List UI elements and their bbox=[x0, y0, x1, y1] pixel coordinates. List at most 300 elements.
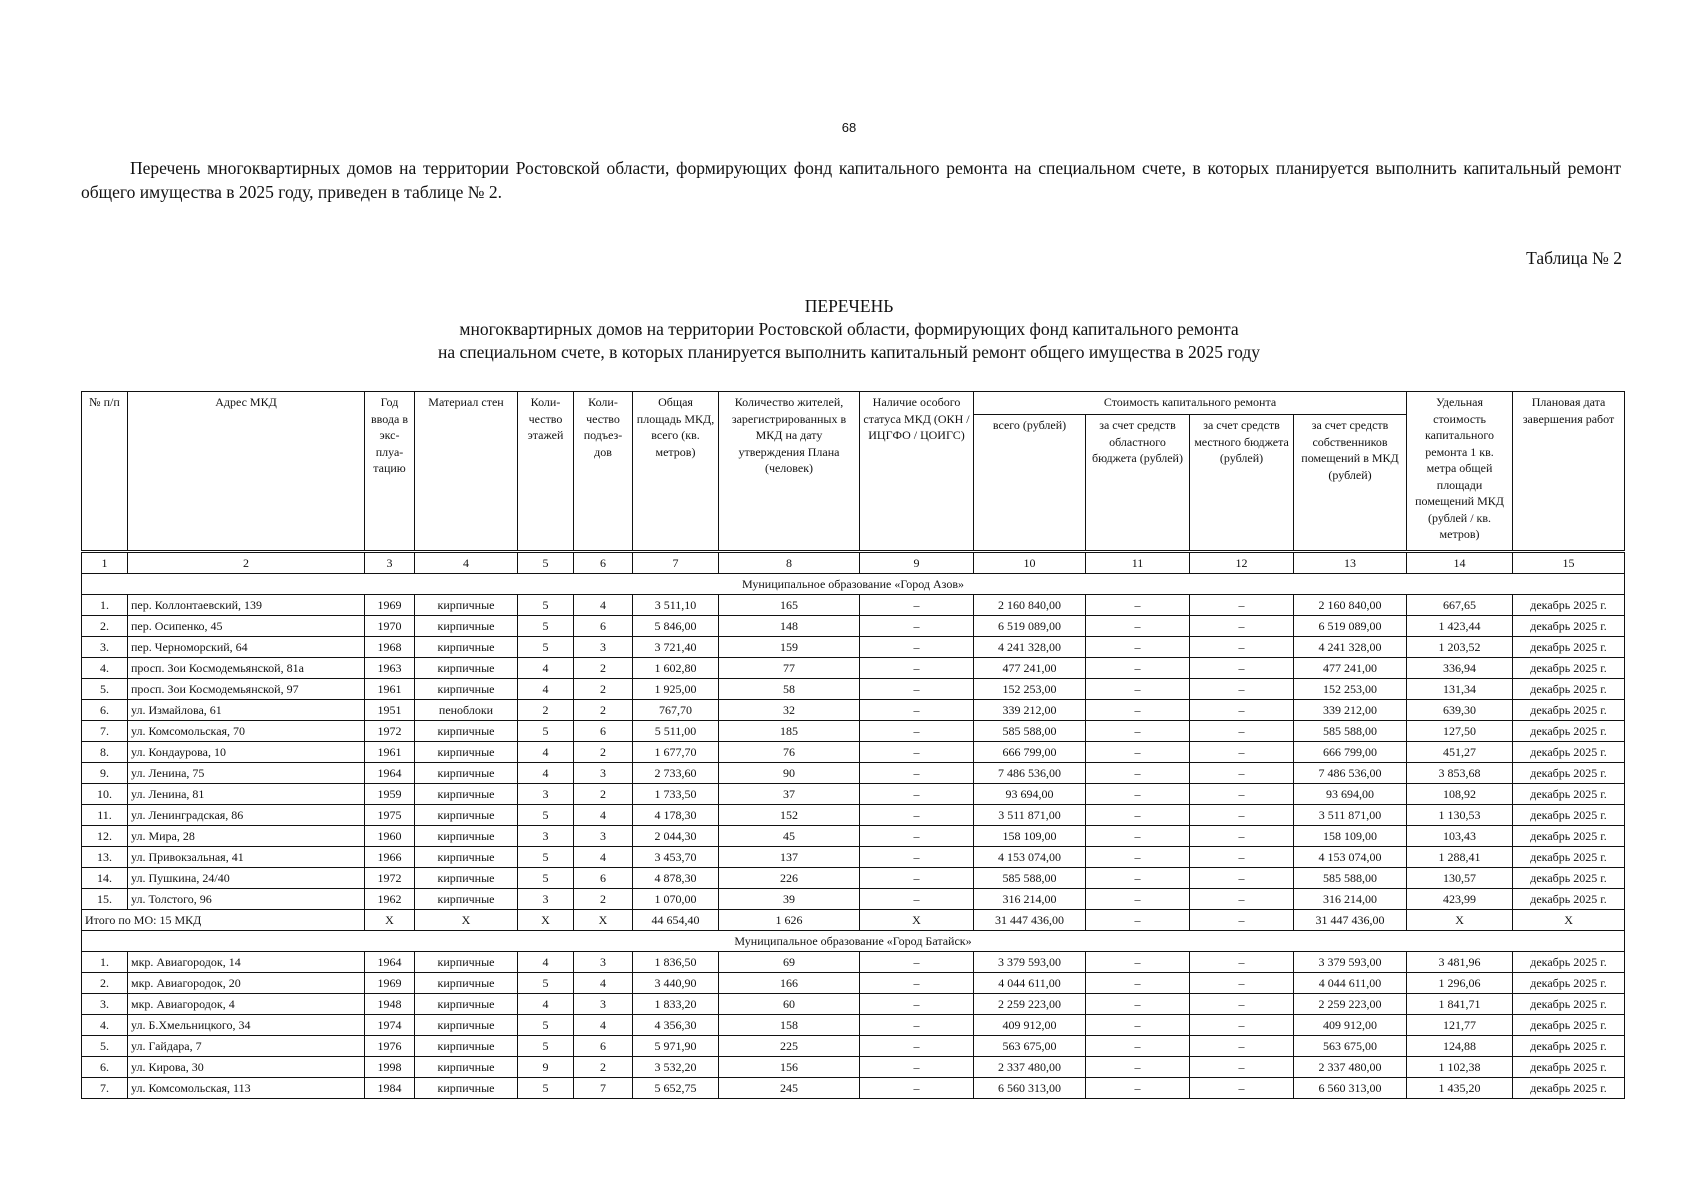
table-cell: 5. bbox=[82, 1036, 128, 1057]
table-cell: 585 588,00 bbox=[1294, 721, 1407, 742]
total-cell: – bbox=[1190, 910, 1294, 931]
table-cell: просп. Зои Космодемьянской, 81а bbox=[128, 658, 365, 679]
table-cell: – bbox=[1086, 1015, 1190, 1036]
table-cell: – bbox=[1086, 889, 1190, 910]
section-title: Муниципальное образование «Город Батайск» bbox=[82, 931, 1625, 952]
table-label: Таблица № 2 bbox=[1526, 248, 1622, 268]
table-cell: декабрь 2025 г. bbox=[1513, 742, 1625, 763]
table-row bbox=[82, 616, 1625, 637]
table-cell: 1966 bbox=[365, 847, 415, 868]
table-cell: – bbox=[1190, 742, 1294, 763]
table-cell: 4 bbox=[518, 742, 574, 763]
table-cell: 3 379 593,00 bbox=[1294, 952, 1407, 973]
table-cell: мкр. Авиагородок, 4 bbox=[128, 994, 365, 1015]
table-cell: 1951 bbox=[365, 700, 415, 721]
table-cell: – bbox=[1086, 721, 1190, 742]
column-number-cell: 12 bbox=[1190, 552, 1294, 574]
table-cell: 1960 bbox=[365, 826, 415, 847]
table-cell: 5 bbox=[518, 868, 574, 889]
table-cell: 3 379 593,00 bbox=[974, 952, 1086, 973]
table-cell: 1970 bbox=[365, 616, 415, 637]
table-cell: – bbox=[1086, 742, 1190, 763]
column-number-cell: 5 bbox=[518, 552, 574, 574]
column-number-cell: 11 bbox=[1086, 552, 1190, 574]
header-floors: Коли-чество этажей bbox=[518, 392, 574, 552]
table-cell: – bbox=[1190, 763, 1294, 784]
table-cell: – bbox=[1190, 805, 1294, 826]
table-cell: 2 bbox=[574, 1057, 633, 1078]
table-cell: – bbox=[1086, 868, 1190, 889]
header-unit-cost: Удельная стоимость капитального ремонта 1 кв. метра общей площади помещений МКД (рублей / кв. метров) bbox=[1407, 392, 1513, 552]
table-cell: 6. bbox=[82, 700, 128, 721]
header-year: Год ввода в экс-плуа-тацию bbox=[365, 392, 415, 552]
table-cell: кирпичные bbox=[415, 742, 518, 763]
table-cell: кирпичные bbox=[415, 1036, 518, 1057]
table-cell: 3 440,90 bbox=[633, 973, 719, 994]
table-cell: – bbox=[1190, 721, 1294, 742]
table-cell: кирпичные bbox=[415, 595, 518, 616]
header-entrances: Коли-чество подъез-дов bbox=[574, 392, 633, 552]
table-cell: – bbox=[1190, 1036, 1294, 1057]
table-cell: 2 337 480,00 bbox=[1294, 1057, 1407, 1078]
table-cell: кирпичные bbox=[415, 658, 518, 679]
table-cell: 409 912,00 bbox=[1294, 1015, 1407, 1036]
table-cell: 451,27 bbox=[1407, 742, 1513, 763]
table-cell: – bbox=[1086, 1036, 1190, 1057]
total-cell: 1 626 bbox=[719, 910, 860, 931]
total-cell: X bbox=[860, 910, 974, 931]
table-cell: 6 560 313,00 bbox=[974, 1078, 1086, 1099]
table-cell: 2 bbox=[574, 700, 633, 721]
table-cell: кирпичные bbox=[415, 721, 518, 742]
header-material: Материал стен bbox=[415, 392, 518, 552]
table-row bbox=[82, 952, 1625, 973]
total-cell: 44 654,40 bbox=[633, 910, 719, 931]
table-cell: – bbox=[1190, 952, 1294, 973]
column-number-row bbox=[82, 552, 1625, 574]
table-cell: – bbox=[1190, 973, 1294, 994]
table-row bbox=[82, 889, 1625, 910]
table-cell: – bbox=[860, 763, 974, 784]
table-cell: – bbox=[860, 847, 974, 868]
table-cell: – bbox=[1086, 763, 1190, 784]
table-cell: 7. bbox=[82, 721, 128, 742]
table-cell: 4 178,30 bbox=[633, 805, 719, 826]
table-cell: 152 253,00 bbox=[1294, 679, 1407, 700]
table-cell: ул. Кирова, 30 bbox=[128, 1057, 365, 1078]
table-cell: 1976 bbox=[365, 1036, 415, 1057]
table-cell: декабрь 2025 г. bbox=[1513, 784, 1625, 805]
table-cell: мкр. Авиагородок, 20 bbox=[128, 973, 365, 994]
table-row bbox=[82, 847, 1625, 868]
table-cell: 3 853,68 bbox=[1407, 763, 1513, 784]
header-residents: Количество жителей, зарегистрированных в МКД на дату утверждения Плана (человек) bbox=[719, 392, 860, 552]
header-date: Плановая дата завершения работ bbox=[1513, 392, 1625, 552]
table-cell: кирпичные bbox=[415, 637, 518, 658]
table-cell: – bbox=[1190, 658, 1294, 679]
table-cell: – bbox=[1086, 784, 1190, 805]
table-cell: 7 486 536,00 bbox=[974, 763, 1086, 784]
total-cell: X bbox=[415, 910, 518, 931]
table-cell: 131,34 bbox=[1407, 679, 1513, 700]
table-cell: 137 bbox=[719, 847, 860, 868]
table-cell: 1 130,53 bbox=[1407, 805, 1513, 826]
table-cell: 1 836,50 bbox=[633, 952, 719, 973]
table-cell: – bbox=[860, 637, 974, 658]
section-header-row bbox=[82, 931, 1625, 952]
table-cell: просп. Зои Космодемьянской, 97 bbox=[128, 679, 365, 700]
table-cell: 130,57 bbox=[1407, 868, 1513, 889]
total-cell: – bbox=[1086, 910, 1190, 931]
table-cell: 5 bbox=[518, 721, 574, 742]
table-cell: 4 bbox=[574, 595, 633, 616]
table-cell: 7 486 536,00 bbox=[1294, 763, 1407, 784]
table-body bbox=[82, 552, 1625, 1099]
table-cell: 5 511,00 bbox=[633, 721, 719, 742]
table-cell: 2 bbox=[574, 658, 633, 679]
table-cell: 477 241,00 bbox=[1294, 658, 1407, 679]
table-cell: – bbox=[1190, 1078, 1294, 1099]
table-cell: 3 511,10 bbox=[633, 595, 719, 616]
table-row bbox=[82, 1057, 1625, 1078]
table-cell: 245 bbox=[719, 1078, 860, 1099]
table-cell: 2 bbox=[574, 784, 633, 805]
table-cell: 108,92 bbox=[1407, 784, 1513, 805]
column-number-cell: 7 bbox=[633, 552, 719, 574]
table-cell: кирпичные bbox=[415, 763, 518, 784]
table-cell: 1972 bbox=[365, 868, 415, 889]
table-cell: декабрь 2025 г. bbox=[1513, 994, 1625, 1015]
table-cell: 1975 bbox=[365, 805, 415, 826]
total-row bbox=[82, 910, 1625, 931]
table-cell: 1969 bbox=[365, 595, 415, 616]
header-address: Адрес МКД bbox=[128, 392, 365, 552]
table-cell: – bbox=[1086, 805, 1190, 826]
table-cell: – bbox=[1190, 889, 1294, 910]
table-cell: 9 bbox=[518, 1057, 574, 1078]
column-number-cell: 8 bbox=[719, 552, 860, 574]
table-cell: – bbox=[1086, 700, 1190, 721]
table-row bbox=[82, 784, 1625, 805]
table-cell: 124,88 bbox=[1407, 1036, 1513, 1057]
table-row bbox=[82, 763, 1625, 784]
table-cell: 2 bbox=[518, 700, 574, 721]
table-cell: 5 bbox=[518, 973, 574, 994]
table-cell: 5 bbox=[518, 616, 574, 637]
table-cell: 339 212,00 bbox=[974, 700, 1086, 721]
table-cell: 76 bbox=[719, 742, 860, 763]
header-cost-regional: за счет средств областного бюджета (рублей) bbox=[1086, 415, 1190, 552]
table-cell: 158 bbox=[719, 1015, 860, 1036]
table-cell: – bbox=[860, 1078, 974, 1099]
table-cell: 585 588,00 bbox=[974, 868, 1086, 889]
table-cell: ул. Привокзальная, 41 bbox=[128, 847, 365, 868]
table-cell: 666 799,00 bbox=[974, 742, 1086, 763]
table-cell: 1964 bbox=[365, 952, 415, 973]
table-cell: декабрь 2025 г. bbox=[1513, 700, 1625, 721]
table-row bbox=[82, 805, 1625, 826]
table-cell: – bbox=[1086, 847, 1190, 868]
table-cell: 1 925,00 bbox=[633, 679, 719, 700]
table-cell: ул. Мира, 28 bbox=[128, 826, 365, 847]
table-cell: 5 bbox=[518, 637, 574, 658]
table-cell: кирпичные bbox=[415, 616, 518, 637]
table-cell: декабрь 2025 г. bbox=[1513, 658, 1625, 679]
table-cell: – bbox=[1190, 637, 1294, 658]
table-cell: ул. Б.Хмельницкого, 34 bbox=[128, 1015, 365, 1036]
table-cell: 1. bbox=[82, 952, 128, 973]
table-cell: декабрь 2025 г. bbox=[1513, 595, 1625, 616]
table-row bbox=[82, 1015, 1625, 1036]
table-row bbox=[82, 1078, 1625, 1099]
table-cell: – bbox=[1190, 1015, 1294, 1036]
table-cell: 1963 bbox=[365, 658, 415, 679]
table-cell: пеноблоки bbox=[415, 700, 518, 721]
table-cell: 5. bbox=[82, 679, 128, 700]
table-cell: 9. bbox=[82, 763, 128, 784]
table-cell: – bbox=[1086, 1057, 1190, 1078]
title-line-3: на специальном счете, в которых планируется выполнить капитальный ремонт общего имущества в 2025 году bbox=[437, 342, 1261, 362]
table-cell: ул. Кондаурова, 10 bbox=[128, 742, 365, 763]
table-cell: 152 bbox=[719, 805, 860, 826]
housing-register-table bbox=[81, 391, 1625, 1099]
column-number-cell: 1 bbox=[82, 552, 128, 574]
table-row bbox=[82, 679, 1625, 700]
table-cell: декабрь 2025 г. bbox=[1513, 868, 1625, 889]
table-cell: 4 bbox=[518, 679, 574, 700]
table-cell: кирпичные bbox=[415, 784, 518, 805]
table-cell: 1 288,41 bbox=[1407, 847, 1513, 868]
table-cell: мкр. Авиагородок, 14 bbox=[128, 952, 365, 973]
table-cell: декабрь 2025 г. bbox=[1513, 805, 1625, 826]
table-cell: 5 bbox=[518, 1036, 574, 1057]
table-cell: 156 bbox=[719, 1057, 860, 1078]
table-cell: 639,30 bbox=[1407, 700, 1513, 721]
table-cell: 5 652,75 bbox=[633, 1078, 719, 1099]
table-cell: кирпичные bbox=[415, 679, 518, 700]
table-row bbox=[82, 994, 1625, 1015]
table-cell: 5 846,00 bbox=[633, 616, 719, 637]
table-cell: кирпичные bbox=[415, 994, 518, 1015]
total-cell: X bbox=[365, 910, 415, 931]
table-cell: 3 bbox=[574, 826, 633, 847]
table-cell: 165 bbox=[719, 595, 860, 616]
table-cell: декабрь 2025 г. bbox=[1513, 1057, 1625, 1078]
table-cell: – bbox=[860, 1057, 974, 1078]
table-cell: – bbox=[1086, 595, 1190, 616]
header-row bbox=[82, 392, 1625, 415]
table-cell: 4 356,30 bbox=[633, 1015, 719, 1036]
table-cell: 1 102,38 bbox=[1407, 1057, 1513, 1078]
table-cell: 5 bbox=[518, 1015, 574, 1036]
table-cell: 563 675,00 bbox=[974, 1036, 1086, 1057]
table-cell: – bbox=[1086, 994, 1190, 1015]
title-line-2: многоквартирных домов на территории Ростовской области, формирующих фонд капитального ремонта bbox=[459, 319, 1239, 339]
table-cell: 336,94 bbox=[1407, 658, 1513, 679]
header-num: № п/п bbox=[82, 392, 128, 552]
table-cell: 2 bbox=[574, 679, 633, 700]
table-cell: 5 bbox=[518, 595, 574, 616]
table-cell: 58 bbox=[719, 679, 860, 700]
table-cell: декабрь 2025 г. bbox=[1513, 616, 1625, 637]
table-cell: 1 733,50 bbox=[633, 784, 719, 805]
table-cell: 2. bbox=[82, 616, 128, 637]
table-cell: 2 044,30 bbox=[633, 826, 719, 847]
table-cell: 10. bbox=[82, 784, 128, 805]
header-cost-total: всего (рублей) bbox=[974, 415, 1086, 552]
table-cell: 1 296,06 bbox=[1407, 973, 1513, 994]
table-cell: 1968 bbox=[365, 637, 415, 658]
table-cell: – bbox=[1190, 784, 1294, 805]
header-area: Общая площадь МКД, всего (кв. метров) bbox=[633, 392, 719, 552]
table-cell: 3 453,70 bbox=[633, 847, 719, 868]
table-cell: 90 bbox=[719, 763, 860, 784]
table-row bbox=[82, 826, 1625, 847]
table-cell: 1972 bbox=[365, 721, 415, 742]
table-cell: 4 bbox=[518, 952, 574, 973]
table-cell: 166 bbox=[719, 973, 860, 994]
table-cell: – bbox=[1086, 679, 1190, 700]
table-cell: – bbox=[860, 616, 974, 637]
table-cell: декабрь 2025 г. bbox=[1513, 1036, 1625, 1057]
table-cell: 423,99 bbox=[1407, 889, 1513, 910]
table-cell: 3 bbox=[574, 994, 633, 1015]
table-cell: 1 833,20 bbox=[633, 994, 719, 1015]
table-cell: 93 694,00 bbox=[1294, 784, 1407, 805]
table-cell: – bbox=[1086, 637, 1190, 658]
table-cell: 3 532,20 bbox=[633, 1057, 719, 1078]
table-cell: 159 bbox=[719, 637, 860, 658]
table-cell: ул. Толстого, 96 bbox=[128, 889, 365, 910]
table-cell: – bbox=[860, 868, 974, 889]
total-cell: X bbox=[1513, 910, 1625, 931]
table-cell: 13. bbox=[82, 847, 128, 868]
table-cell: 12. bbox=[82, 826, 128, 847]
intro-paragraph: Перечень многоквартирных домов на территории Ростовской области, формирующих фонд капитального ремонта на специальном счете, в которых планируется выполнить капитальный ремонт общего имущества в 2025 году, приведен в таблице № 2. bbox=[81, 158, 1621, 202]
table-cell: – bbox=[1086, 658, 1190, 679]
table-cell: – bbox=[860, 742, 974, 763]
table-cell: 7. bbox=[82, 1078, 128, 1099]
table-cell: 32 bbox=[719, 700, 860, 721]
table-cell: 158 109,00 bbox=[974, 826, 1086, 847]
table-cell: – bbox=[860, 1036, 974, 1057]
table-cell: – bbox=[860, 889, 974, 910]
table-cell: 1974 bbox=[365, 1015, 415, 1036]
total-cell: X bbox=[518, 910, 574, 931]
table-cell: декабрь 2025 г. bbox=[1513, 637, 1625, 658]
table-cell: 3 511 871,00 bbox=[1294, 805, 1407, 826]
table-cell: ул. Комсомольская, 113 bbox=[128, 1078, 365, 1099]
table-cell: декабрь 2025 г. bbox=[1513, 847, 1625, 868]
table-cell: 6 519 089,00 bbox=[974, 616, 1086, 637]
table-cell: 2 160 840,00 bbox=[974, 595, 1086, 616]
table-cell: 316 214,00 bbox=[1294, 889, 1407, 910]
table-cell: 3. bbox=[82, 637, 128, 658]
column-number-cell: 4 bbox=[415, 552, 518, 574]
table-cell: 3 bbox=[574, 763, 633, 784]
table-cell: 6 519 089,00 bbox=[1294, 616, 1407, 637]
table-cell: 2 bbox=[574, 889, 633, 910]
page-number: 68 bbox=[841, 120, 857, 135]
table-cell: 2 bbox=[574, 742, 633, 763]
table-cell: 585 588,00 bbox=[1294, 868, 1407, 889]
table-cell: 767,70 bbox=[633, 700, 719, 721]
table-cell: 8. bbox=[82, 742, 128, 763]
table-cell: 77 bbox=[719, 658, 860, 679]
table-cell: 563 675,00 bbox=[1294, 1036, 1407, 1057]
table-cell: декабрь 2025 г. bbox=[1513, 1078, 1625, 1099]
table-cell: 5 bbox=[518, 847, 574, 868]
table-cell: 1961 bbox=[365, 679, 415, 700]
table-cell: 2 259 223,00 bbox=[974, 994, 1086, 1015]
table-cell: 45 bbox=[719, 826, 860, 847]
column-number-cell: 13 bbox=[1294, 552, 1407, 574]
table-cell: 4 241 328,00 bbox=[974, 637, 1086, 658]
table-cell: 5 bbox=[518, 1078, 574, 1099]
table-cell: – bbox=[1190, 994, 1294, 1015]
table-cell: кирпичные bbox=[415, 1015, 518, 1036]
table-row bbox=[82, 973, 1625, 994]
table-cell: – bbox=[860, 595, 974, 616]
table-cell: – bbox=[1190, 595, 1294, 616]
table-cell: декабрь 2025 г. bbox=[1513, 952, 1625, 973]
table-row bbox=[82, 595, 1625, 616]
table-cell: пер. Черноморский, 64 bbox=[128, 637, 365, 658]
table-cell: 477 241,00 bbox=[974, 658, 1086, 679]
table-cell: ул. Измайлова, 61 bbox=[128, 700, 365, 721]
table-cell: 1 602,80 bbox=[633, 658, 719, 679]
table-cell: 2 259 223,00 bbox=[1294, 994, 1407, 1015]
table-cell: – bbox=[860, 658, 974, 679]
table-cell: – bbox=[860, 994, 974, 1015]
table-cell: 2 337 480,00 bbox=[974, 1057, 1086, 1078]
table-cell: 4 bbox=[518, 763, 574, 784]
table-cell: 3 bbox=[518, 889, 574, 910]
table-cell: 158 109,00 bbox=[1294, 826, 1407, 847]
table-cell: 3 bbox=[574, 637, 633, 658]
table-cell: 152 253,00 bbox=[974, 679, 1086, 700]
table-cell: кирпичные bbox=[415, 952, 518, 973]
table-cell: 585 588,00 bbox=[974, 721, 1086, 742]
table-cell: – bbox=[1190, 847, 1294, 868]
table-cell: кирпичные bbox=[415, 1078, 518, 1099]
table-cell: 4 153 074,00 bbox=[974, 847, 1086, 868]
table-cell: декабрь 2025 г. bbox=[1513, 1015, 1625, 1036]
table-cell: 4 044 611,00 bbox=[1294, 973, 1407, 994]
table-cell: 69 bbox=[719, 952, 860, 973]
table-cell: 60 bbox=[719, 994, 860, 1015]
total-cell: 31 447 436,00 bbox=[1294, 910, 1407, 931]
table-cell: 1964 bbox=[365, 763, 415, 784]
table-row bbox=[82, 700, 1625, 721]
table-cell: 14. bbox=[82, 868, 128, 889]
table-cell: ул. Ленина, 75 bbox=[128, 763, 365, 784]
table-cell: 4. bbox=[82, 1015, 128, 1036]
table-cell: декабрь 2025 г. bbox=[1513, 973, 1625, 994]
column-number-cell: 15 bbox=[1513, 552, 1625, 574]
table-cell: кирпичные bbox=[415, 973, 518, 994]
table-cell: пер. Коллонтаевский, 139 bbox=[128, 595, 365, 616]
table-cell: 5 bbox=[518, 805, 574, 826]
table-cell: – bbox=[1190, 1057, 1294, 1078]
table-cell: 3 bbox=[518, 784, 574, 805]
table-cell: 1 423,44 bbox=[1407, 616, 1513, 637]
table-cell: декабрь 2025 г. bbox=[1513, 826, 1625, 847]
table-cell: 1 435,20 bbox=[1407, 1078, 1513, 1099]
table-cell: – bbox=[1190, 679, 1294, 700]
table-cell: 7 bbox=[574, 1078, 633, 1099]
table-cell: – bbox=[860, 826, 974, 847]
